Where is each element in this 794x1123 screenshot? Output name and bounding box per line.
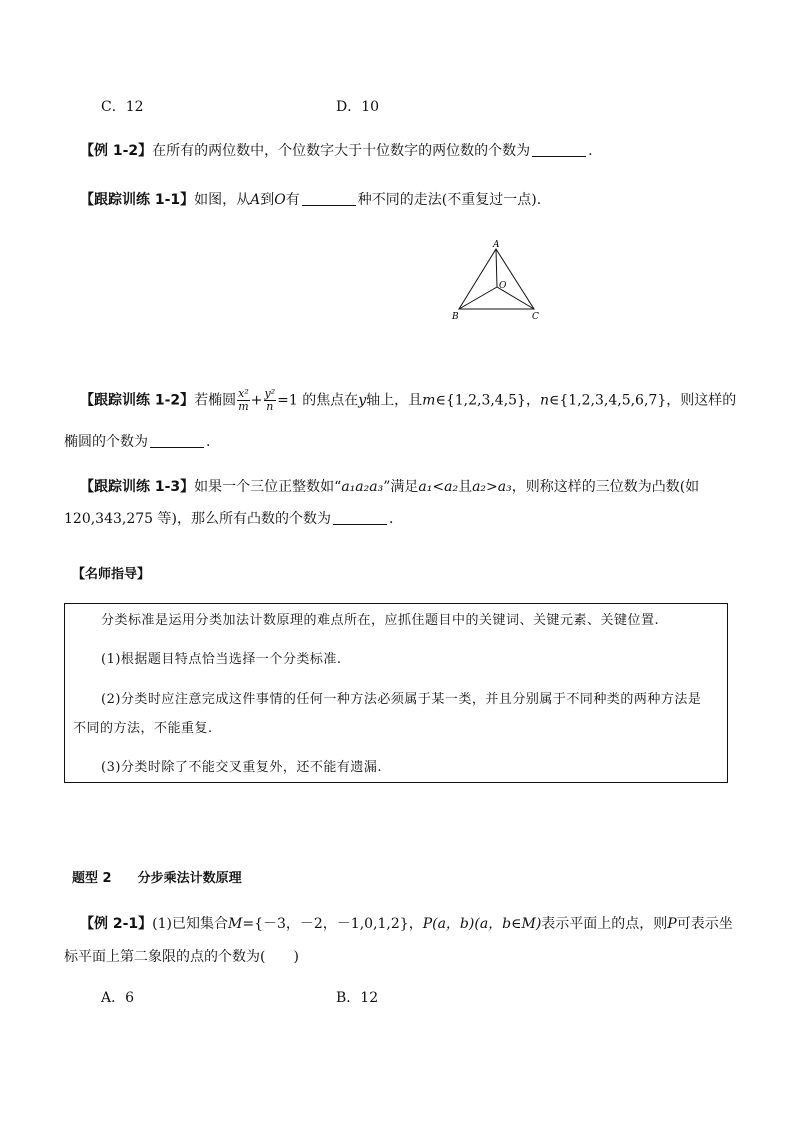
denominator: m <box>238 400 249 413</box>
section-number: 题型 2 <box>72 871 112 886</box>
example-2-1-line2: 标平面上第二象限的点的个数为( ) <box>64 949 299 965</box>
example-2-1-line1 <box>80 913 733 933</box>
guide-title: 【名师指导】 <box>72 567 151 582</box>
numerator: y² <box>264 387 276 400</box>
text: 轴上，且 <box>366 392 423 409</box>
triangle-figure <box>448 238 548 322</box>
condition-2: a₂>a₃ <box>472 479 512 495</box>
period: . <box>588 143 593 159</box>
text: 有 <box>285 192 300 208</box>
answer-blank <box>333 510 387 525</box>
text: 如图，从 <box>194 192 251 208</box>
set-m: ={－3，－2，－1,0,1,2}， <box>242 916 423 932</box>
period: . <box>206 434 211 450</box>
answer-blank <box>150 433 204 448</box>
text: 120,343,275 等)，那么所有凸数的个数为 <box>64 511 331 527</box>
training-tag: 【跟踪训练 1-1】 <box>80 192 195 208</box>
var-o: O <box>274 192 286 208</box>
var-n: n <box>539 392 549 409</box>
option-b: B．12 <box>336 990 379 1006</box>
section-2-heading <box>72 867 242 886</box>
text: (1)已知集合 <box>152 916 229 932</box>
text: ”满足 <box>383 479 419 495</box>
text: ，则称这样的三位数为凸数(如 <box>511 479 700 495</box>
point-expr: P(a，b)(a，b∈M) <box>422 916 542 932</box>
label-b: B <box>452 312 459 322</box>
guide-line-5: (3)分类时除了不能交叉重复外，还不能有遗漏. <box>101 760 383 775</box>
option-c: C．12 <box>101 99 144 115</box>
text: 若椭圆 <box>194 392 237 409</box>
text: 到 <box>260 192 275 208</box>
example-text: 在所有的两位数中，个位数字大于十位数字的两位数的个数为 <box>152 143 531 159</box>
text: =1 的焦点在 <box>277 392 359 409</box>
text: 种不同的走法(不重复过一点). <box>357 192 542 208</box>
answer-blank <box>302 191 356 206</box>
fraction-x2-m <box>237 388 250 413</box>
training-1-1 <box>80 189 541 209</box>
option-a: A．6 <box>101 990 135 1006</box>
label-c: C <box>532 312 539 322</box>
numerator: x² <box>238 387 249 400</box>
text: 椭圆的个数为 <box>64 434 148 450</box>
period: . <box>388 511 394 527</box>
option-d: D．10 <box>336 99 380 115</box>
answer-blank <box>532 142 586 157</box>
guide-line-2: (1)根据题目特点恰当选择一个分类标准. <box>101 652 342 667</box>
fraction-y2-n <box>264 388 277 413</box>
example-tag: 【例 1-2】 <box>80 143 153 159</box>
training-1-2-line2 <box>64 431 210 451</box>
training-1-3-line2 <box>64 508 393 528</box>
condition-1: a₁<a₂ <box>418 479 459 495</box>
plus: + <box>250 392 263 409</box>
text: 表示平面上的点，则 <box>541 916 668 932</box>
var-a: A <box>250 192 261 208</box>
text: 如果一个三位正整数如“ <box>194 479 342 495</box>
guide-line-3: (2)分类时应注意完成这件事情的任何一种方法必须属于某一类，并且分别属于不同种类的两种方法是 <box>101 692 702 707</box>
guide-box <box>64 603 728 783</box>
var-y: y <box>358 392 367 409</box>
training-1-2-line1 <box>80 388 736 413</box>
label-o: O <box>499 281 507 291</box>
guide-line-1: 分类标准是运用分类加法计数原理的难点所在，应抓住题目中的关键词、关键元素、关键位置. <box>101 613 660 628</box>
training-tag: 【跟踪训练 1-3】 <box>80 479 195 495</box>
var-p: P <box>667 916 677 932</box>
set-n: ∈{1,2,3,4,5,6,7}，则这样的 <box>549 392 737 409</box>
training-1-3-line1 <box>80 476 699 496</box>
text: 可表示坐 <box>676 916 733 932</box>
edge-bo <box>459 287 497 309</box>
var-m: M <box>228 916 243 932</box>
label-a: A <box>493 240 500 250</box>
denominator: n <box>266 400 274 413</box>
edge-ao <box>496 249 497 287</box>
var-m: m <box>422 392 436 409</box>
number-expr: a₁a₂a₃ <box>341 479 384 495</box>
section-title: 分步乘法计数原理 <box>137 871 242 886</box>
set-m: ∈{1,2,3,4,5}， <box>435 392 540 409</box>
example-1-2 <box>80 140 593 160</box>
training-tag: 【跟踪训练 1-2】 <box>80 392 195 409</box>
guide-line-4: 不同的方法，不能重复. <box>73 721 213 736</box>
example-tag: 【例 2-1】 <box>80 916 153 932</box>
text: 且 <box>458 479 473 495</box>
